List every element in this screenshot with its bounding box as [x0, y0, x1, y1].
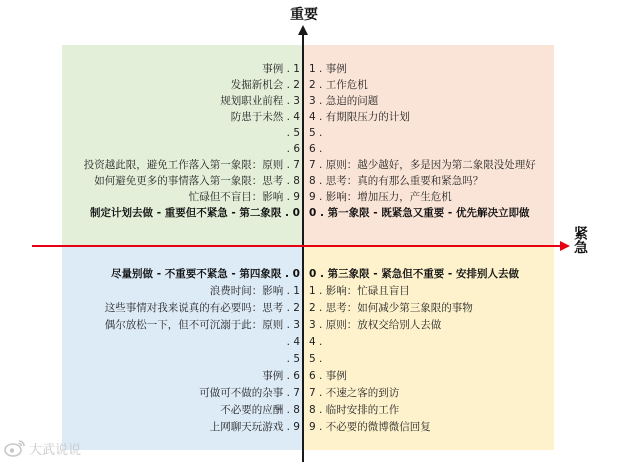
quadrant-item: 浪费时间：影响 . 1: [209, 285, 300, 297]
quadrant-item: . 5: [286, 353, 300, 365]
quadrant-item: 1 . 影响：忙碌且盲目: [309, 285, 410, 297]
quadrant-item: 防患于未然 . 4: [230, 111, 300, 123]
importance-axis-label: 重要: [290, 7, 318, 23]
quadrant-item: . 4: [286, 336, 300, 348]
quadrant-item: 7 . 原则：越少越好，多是因为第二象限没处理好: [309, 159, 536, 171]
quadrant-item: . 6: [286, 143, 300, 155]
importance-axis-arrow: [298, 25, 308, 35]
urgency-axis: [32, 245, 562, 247]
quadrant-item: 这些事情对我来说真的有必要吗：思考 . 2: [104, 302, 300, 314]
quadrant-item: 事例 . 6: [262, 370, 300, 382]
urgency-axis-label: 紧急: [572, 226, 588, 254]
quadrant-item: 事例 . 1: [262, 63, 300, 75]
quadrant-item: 上网聊天玩游戏 . 9: [209, 421, 300, 433]
quadrant-title: 制定计划去做 - 重要但不紧急 - 第二象限 . 0: [90, 207, 300, 219]
quadrant-item: 1 . 事例: [309, 63, 347, 75]
quadrant-item: 9 . 影响：增加压力，产生危机: [309, 191, 452, 203]
quadrant-item: 9 . 不必要的微博微信回复: [309, 421, 431, 433]
quadrant-item: 6 .: [309, 143, 323, 155]
quadrant-item: 忙碌但不盲目：影响 . 9: [188, 191, 300, 203]
quadrant-title: 0 . 第一象限 - 既紧急又重要 - 优先解决立即做: [309, 207, 530, 219]
quadrant-item: 如何避免更多的事情落入第一象限：思考 . 8: [94, 175, 300, 187]
quadrant-item: 8 . 临时安排的工作: [309, 404, 400, 416]
quadrant-item: 不必要的应酬 . 8: [220, 404, 300, 416]
quadrant-item: 5 .: [309, 353, 323, 365]
quadrant-item: . 5: [286, 127, 300, 139]
quadrant-item: 投资越此限，避免工作落入第一象限：原则 . 7: [83, 159, 300, 171]
watermark-text: 大武说说: [29, 442, 82, 458]
quadrant-title: 0 . 第三象限 - 紧急但不重要 - 安排别人去做: [309, 268, 519, 280]
watermark: [4, 438, 81, 458]
quadrant-item: 2 . 工作危机: [309, 79, 368, 91]
quadrant-item: 4 . 有期限压力的计划: [309, 111, 410, 123]
quadrant-item: 4 .: [309, 336, 323, 348]
quadrant-item: 2 . 思考：如何减少第三象限的事物: [309, 302, 473, 314]
quadrant-item: 可做可不做的杂事 . 7: [199, 387, 300, 399]
quadrant-item: 6 . 事例: [309, 370, 347, 382]
weibo-logo-icon: [4, 439, 26, 457]
quadrant-item: 5 .: [309, 127, 323, 139]
quadrant-title: 尽量别做 - 不重要不紧急 - 第四象限 . 0: [111, 268, 300, 280]
quadrant-item: 发掘新机会 . 2: [230, 79, 300, 91]
quadrant-item: 8 . 思考：真的有那么重要和紧急吗？: [309, 175, 484, 187]
quadrant-item: 7 . 不速之客的到访: [309, 387, 400, 399]
urgency-axis-arrow: [560, 241, 570, 251]
quadrant-item: 3 . 急迫的问题: [309, 95, 379, 107]
quadrant-item: 偶尔放松一下，但不可沉溺于此：原则 . 3: [104, 319, 300, 331]
quadrant-item: 3 . 原则：放权交给别人去做: [309, 319, 442, 331]
quadrant-item: 规划职业前程 . 3: [220, 95, 300, 107]
